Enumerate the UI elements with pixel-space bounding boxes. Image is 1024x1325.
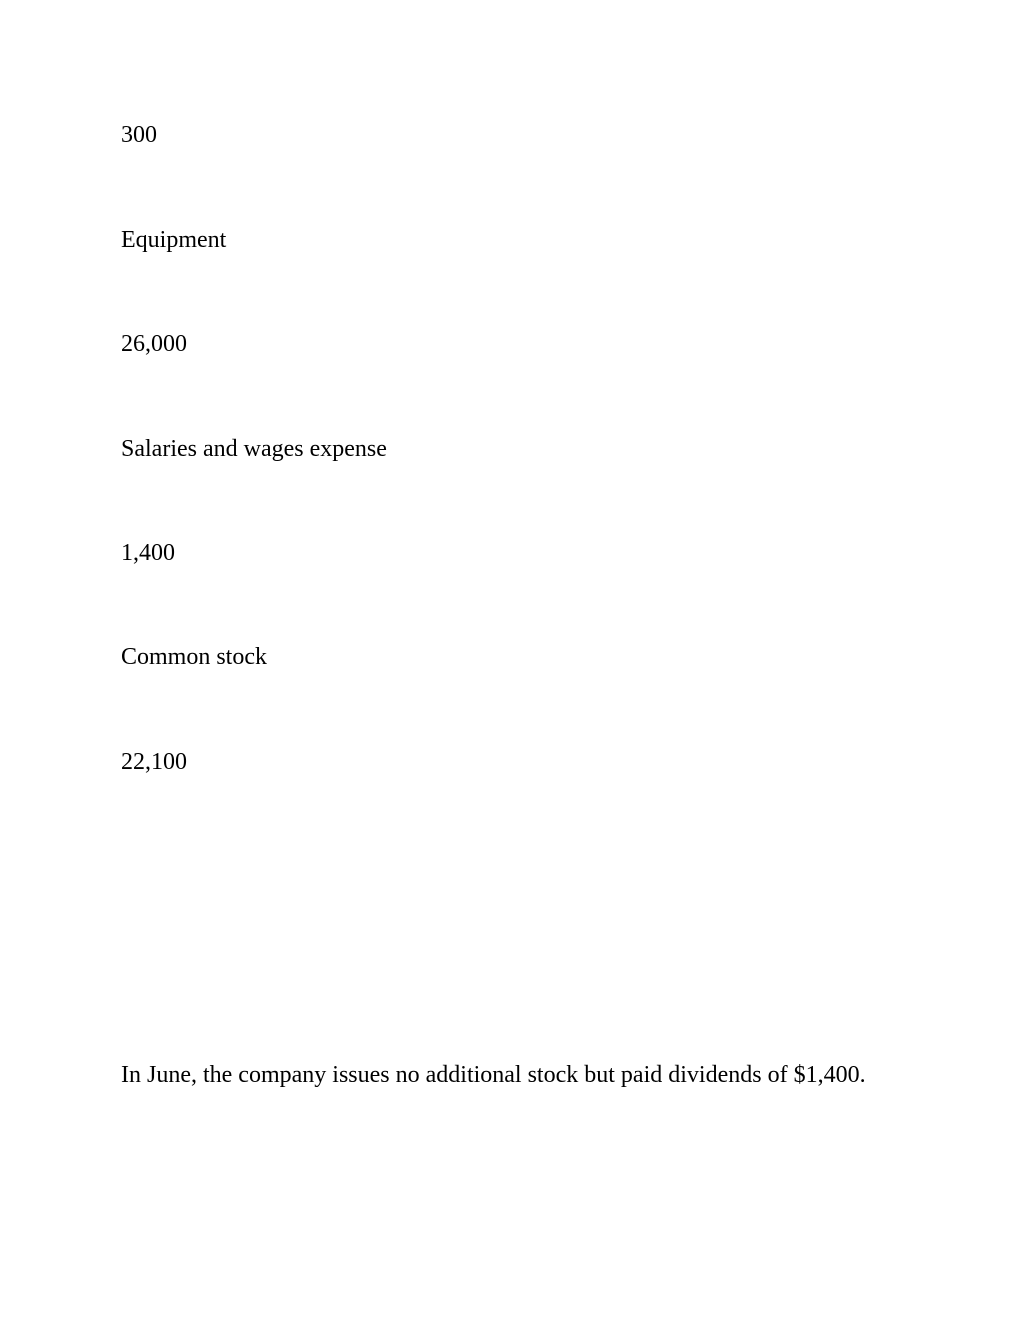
dividends-paragraph: In June, the company issues no additional stock but paid dividends of $1,400. [121,1062,866,1088]
line-label-salaries-wages-expense: Salaries and wages expense [121,436,387,462]
line-amount-26000: 26,000 [121,331,187,357]
line-amount-22100: 22,100 [121,749,187,775]
line-amount-300: 300 [121,122,157,148]
line-label-common-stock: Common stock [121,644,268,670]
line-label-equipment: Equipment [121,227,227,253]
line-amount-1400: 1,400 [121,540,175,566]
